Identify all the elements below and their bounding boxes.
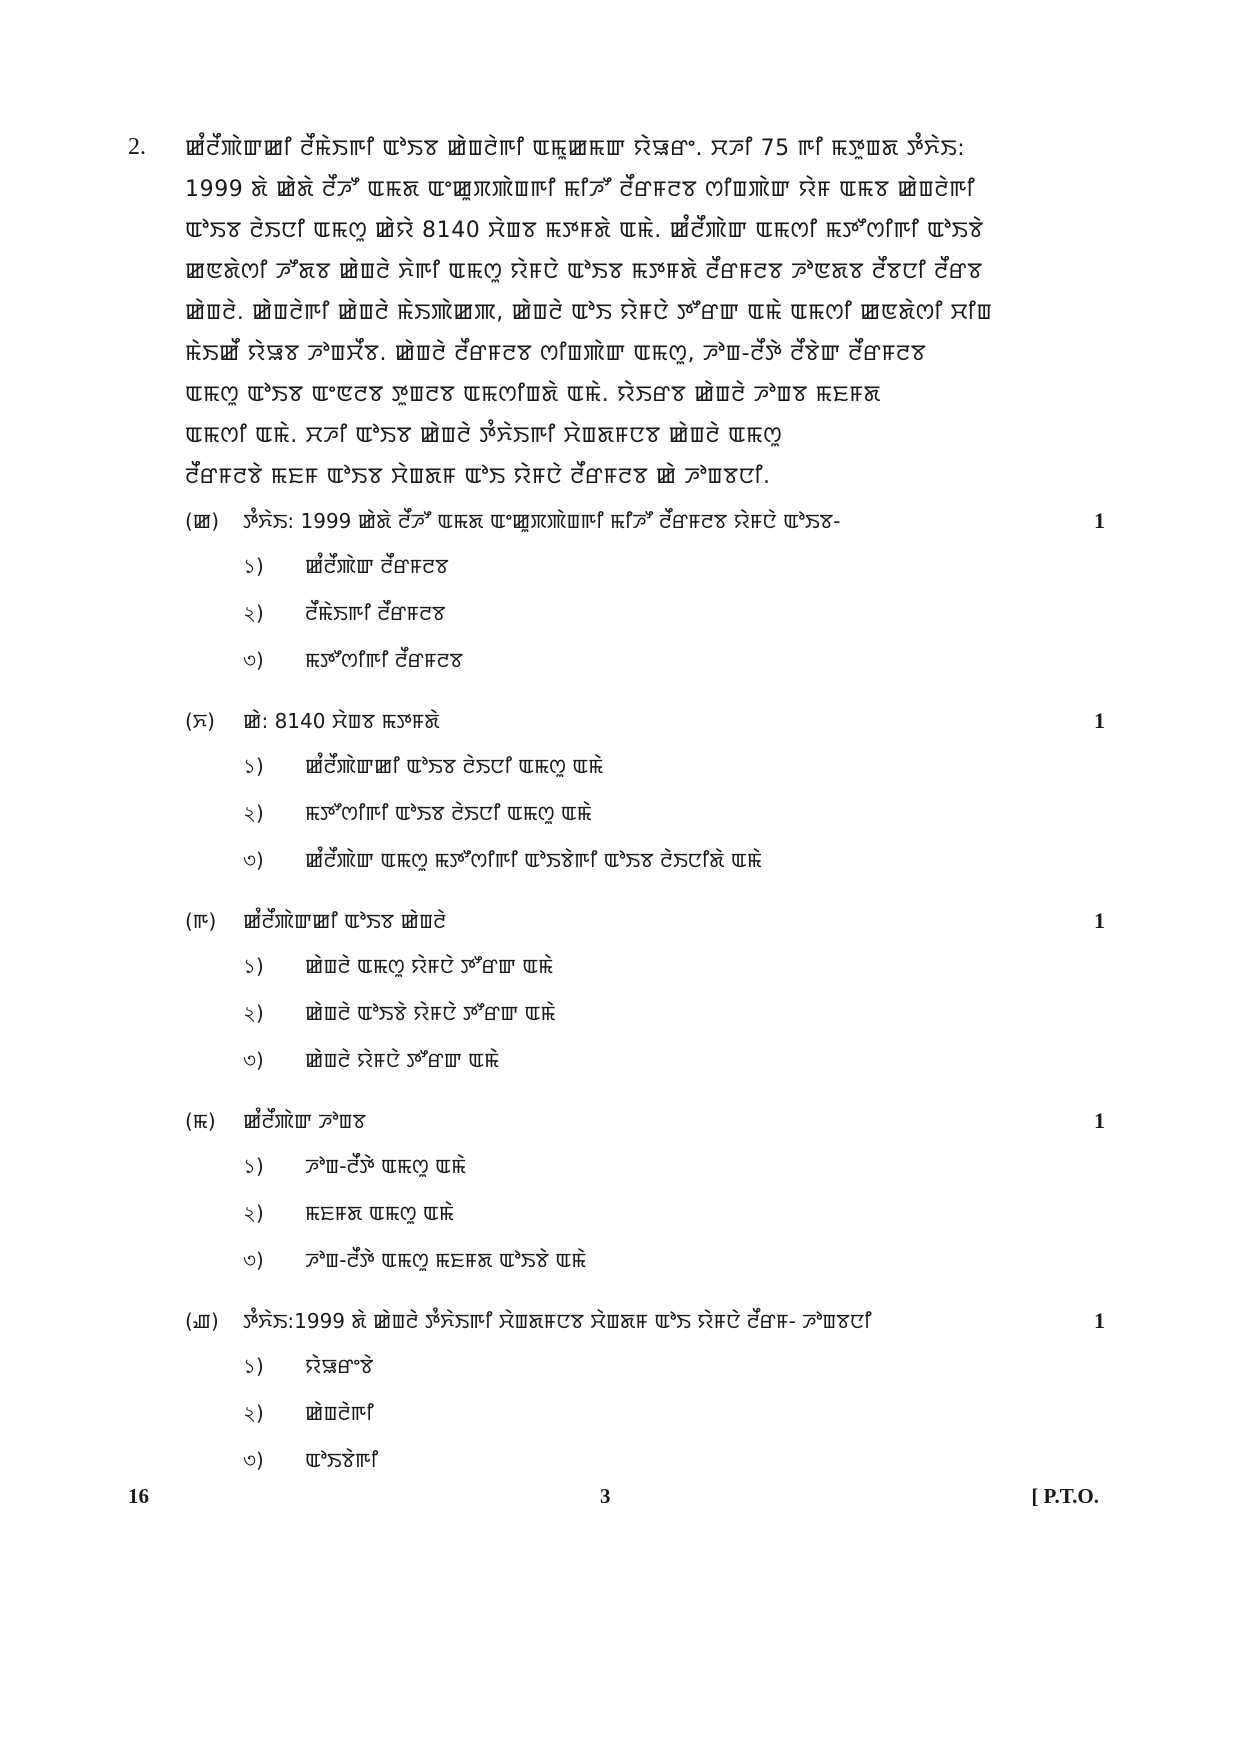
comprehension-passage [185,128,1090,497]
option-number: ১) [243,1154,264,1178]
passage-line: ꯑꯃꯁꯤ ꯑꯃꯥ. ꯆꯍꯤ ꯑꯣꯏꯕ ꯀꯥꯡꯂꯥ ꯇꯪꯈꯥꯏꯒꯤ ꯆꯥꯡꯗꯝꯅꯕ ꯀꯥꯡꯂꯥ ꯑꯃꯁꯨ [185,423,783,448]
answer-option [185,590,1105,637]
answer-option [185,543,1105,590]
question-number: 2. [128,134,146,160]
option-text: ꯀꯪꯂꯩꯄꯥꯛ ꯂꯩꯔꯝꯂꯕ [305,554,449,578]
subquestion-label: (ꯀ) [185,509,220,533]
subquestion-label: (ꯃ) [185,1109,216,1133]
option-number: ৩) [243,848,264,872]
subquestion-label: (ꯒ) [185,909,217,933]
option-number: ৩) [243,648,264,672]
subquestion-label: (ꯉ) [185,1309,219,1333]
subquestion-e [185,1299,1105,1484]
passage-line: ꯀꯥꯡꯂꯥ. ꯀꯥꯡꯂꯥꯒꯤ ꯀꯥꯡꯂꯥ ꯃꯥꯏꯄꯥꯀꯄ, ꯀꯥꯡꯂꯥ ꯑꯣꯏ ꯌꯥꯝꯅꯥ ꯇꯧꯔꯛ ꯑꯃꯥ ꯑꯃꯁꯤ ꯀꯟꯗꯥꯁꯤ ꯆꯤꯡ [185,300,993,325]
marks-value: 1 [1094,908,1105,933]
answer-option [185,1343,1105,1390]
page-footer [0,1484,1241,1514]
passage-line: ꯀꯪꯂꯩꯄꯥꯛꯀꯤ ꯂꯩꯃꯥꯏꯒꯤ ꯑꯣꯏꯕ ꯀꯥꯡꯂꯥꯒꯤ ꯑꯃꯨꯀꯃꯛ ꯌꯥꯎꯔꯦ. ꯆꯍꯤ 75 ꯒꯤ ꯃꯇꯨꯡꯗ ꯇꯪꯈꯥꯏ: [185,136,966,161]
answer-option [185,990,1105,1037]
option-text: ꯃꯇꯧꯁꯤꯒꯤ ꯂꯩꯔꯝꯂꯕ [305,648,464,672]
passage-line: 1999 ꯗꯥ ꯀꯥꯗꯥ ꯂꯩꯍꯧ ꯑꯃꯗ ꯑꯦꯀꯨꯞꯄꯥꯡꯒꯤ ꯃꯤꯍꯧ ꯂꯩꯔꯝꯂꯕ ꯁꯤꯡꯄꯥꯛ ꯌꯥꯝ ꯑꯃꯕ ꯀꯥꯡꯂꯥꯒꯤ [185,177,976,202]
answer-option [185,1437,1105,1484]
option-number: ১) [243,554,264,578]
paper-code: 16 [128,1484,149,1508]
answer-option [185,1237,1105,1284]
subquestion-d [185,1099,1105,1284]
answer-option [185,1037,1105,1084]
subquestion-stem: ꯇꯪꯈꯥꯏ:1999 ꯗꯥ ꯀꯥꯡꯂꯥ ꯇꯪꯈꯥꯏꯒꯤ ꯆꯥꯡꯗꯝꯅꯕ ꯆꯥꯡꯗꯝ ꯑꯣꯏ ꯌꯥꯝꯅꯥ ꯂꯩꯔꯝ- ꯍꯣꯡꯕꯅꯤ [243,1309,872,1333]
option-number: ১) [243,954,264,978]
option-number: ২) [243,801,264,825]
option-text: ꯂꯩꯃꯥꯏꯒꯤ ꯂꯩꯔꯝꯂꯕ [305,601,446,625]
option-number: ২) [243,601,264,625]
pto-note: [ P.T.O. [1031,1484,1099,1508]
option-text: ꯀꯥꯡꯂꯥꯒꯤ [305,1401,374,1425]
option-text: ꯀꯥꯡꯂꯥ ꯑꯣꯏꯕꯥ ꯌꯥꯝꯅꯥ ꯇꯧꯔꯛ ꯑꯃꯥ [305,1001,556,1025]
answer-option [185,743,1105,790]
option-text: ꯀꯥꯡꯂꯥ ꯑꯃꯁꯨ ꯌꯥꯝꯅꯥ ꯇꯧꯔꯛ ꯑꯃꯥ [305,954,554,978]
option-number: ৩) [243,1048,264,1072]
passage-line: ꯃꯥꯏꯀꯩ ꯌꯥꯎꯕ ꯍꯣꯡꯆꯩꯕ. ꯀꯥꯡꯂꯥ ꯂꯩꯔꯝꯂꯕ ꯁꯤꯡꯄꯥꯛ ꯑꯃꯁꯨ, ꯍꯣꯡ-ꯂꯩꯇꯥ ꯂꯩꯕꯥꯛ ꯂꯩꯔꯝꯂꯕ [185,341,927,366]
subquestion-a [185,499,1105,684]
subquestion-label: (ꯈ) [185,709,215,733]
option-text: ꯍꯣꯡ-ꯂꯩꯇꯥ ꯑꯃꯁꯨ ꯃꯐꯝꯗ ꯑꯣꯏꯕꯥ ꯑꯃꯥ [305,1248,587,1272]
option-number: ২) [243,1401,264,1425]
passage-line: ꯀꯟꯗꯥꯁꯤ ꯍꯧꯗꯕ ꯀꯥꯡꯂꯥ ꯈꯥꯒꯤ ꯑꯃꯁꯨ ꯌꯥꯝꯅꯥ ꯑꯣꯏꯕ ꯃꯇꯝꯗꯥ ꯂꯩꯔꯝꯂꯕ ꯍꯣꯟꯗꯕ ꯂꯩꯕꯅꯤ ꯂꯩꯔꯕ [185,259,983,284]
answer-option [185,1143,1105,1190]
answer-option [185,1190,1105,1237]
option-text: ꯍꯣꯡ-ꯂꯩꯇꯥ ꯑꯃꯁꯨ ꯑꯃꯥ [305,1154,467,1178]
option-number: ১) [243,754,264,778]
option-text: ꯀꯪꯂꯩꯄꯥꯛ ꯑꯃꯁꯨ ꯃꯇꯧꯁꯤꯒꯤ ꯑꯣꯏꯕꯥꯒꯤ ꯑꯣꯏꯕ ꯂꯥꯏꯅꯤꯗꯥ ꯑꯃꯥ [305,848,762,872]
marks-value: 1 [1094,708,1105,733]
passage-line: ꯑꯃꯁꯨ ꯑꯣꯏꯕ ꯑꯦꯟꯂꯕ ꯇꯨꯡꯂꯕ ꯑꯃꯁꯤꯡꯗꯥ ꯑꯃꯥ. ꯌꯥꯏꯔꯕ ꯀꯥꯡꯂꯥ ꯍꯣꯡꯕ ꯃꯐꯝꯗ [185,382,882,407]
marks-value: 1 [1094,1308,1105,1333]
subquestion-b [185,699,1105,884]
option-text: ꯃꯐꯝꯗ ꯑꯃꯁꯨ ꯑꯃꯥ [305,1201,454,1225]
answer-option [185,790,1105,837]
page-number: 3 [600,1484,611,1508]
subquestion-stem: ꯀꯥ: 8140 ꯆꯥꯡꯕ ꯃꯇꯝꯗꯥ [243,709,440,733]
answer-option [185,943,1105,990]
answer-option [185,837,1105,884]
answer-option [185,1390,1105,1437]
option-number: ৩) [243,1248,264,1272]
option-text: ꯑꯣꯏꯕꯥꯒꯤ [305,1448,379,1472]
passage-line: ꯑꯣꯏꯕ ꯂꯥꯏꯅꯤ ꯑꯃꯁꯨ ꯀꯥꯌꯥ 8140 ꯆꯥꯡꯕ ꯃꯇꯝꯗꯥ ꯑꯃꯥ. ꯀꯪꯂꯩꯄꯥꯛ ꯑꯃꯁꯤ ꯃꯇꯧꯁꯤꯒꯤ ꯑꯣꯏꯕꯥ [185,218,984,243]
subquestion-stem: ꯇꯪꯈꯥꯏ: 1999 ꯀꯥꯗꯥ ꯂꯩꯍꯧ ꯑꯃꯗ ꯑꯦꯀꯨꯞꯄꯥꯡꯒꯤ ꯃꯤꯍꯧ ꯂꯩꯔꯝꯂꯕ ꯌꯥꯝꯅꯥ ꯑꯣꯏꯕ- [243,509,841,533]
option-number: ২) [243,1201,264,1225]
passage-line: ꯂꯩꯔꯝꯂꯕꯥ ꯃꯐꯝ ꯑꯣꯏꯕ ꯆꯥꯡꯗꯝ ꯑꯣꯏ ꯌꯥꯝꯅꯥ ꯂꯩꯔꯝꯂꯕ ꯀꯥ ꯍꯣꯡꯕꯅꯤ. [185,464,771,489]
option-text: ꯀꯪꯂꯩꯄꯥꯛꯀꯤ ꯑꯣꯏꯕ ꯂꯥꯏꯅꯤ ꯑꯃꯁꯨ ꯑꯃꯥ [305,754,604,778]
option-text: ꯌꯥꯎꯔꯦꯕꯥ [305,1354,374,1378]
subquestion-stem: ꯀꯪꯂꯩꯄꯥꯛ ꯍꯣꯡꯕ [243,1109,367,1133]
option-text: ꯃꯇꯧꯁꯤꯒꯤ ꯑꯣꯏꯕ ꯂꯥꯏꯅꯤ ꯑꯃꯁꯨ ꯑꯃꯥ [305,801,592,825]
answer-option [185,637,1105,684]
option-number: ১) [243,1354,264,1378]
marks-value: 1 [1094,508,1105,533]
marks-value: 1 [1094,1108,1105,1133]
option-text: ꯀꯥꯡꯂꯥ ꯌꯥꯝꯅꯥ ꯇꯧꯔꯛ ꯑꯃꯥ [305,1048,500,1072]
option-number: ৩) [243,1448,264,1472]
option-number: ২) [243,1001,264,1025]
subquestion-c [185,899,1105,1084]
subquestion-stem: ꯀꯪꯂꯩꯄꯥꯛꯀꯤ ꯑꯣꯏꯕ ꯀꯥꯡꯂꯥ [243,909,447,933]
